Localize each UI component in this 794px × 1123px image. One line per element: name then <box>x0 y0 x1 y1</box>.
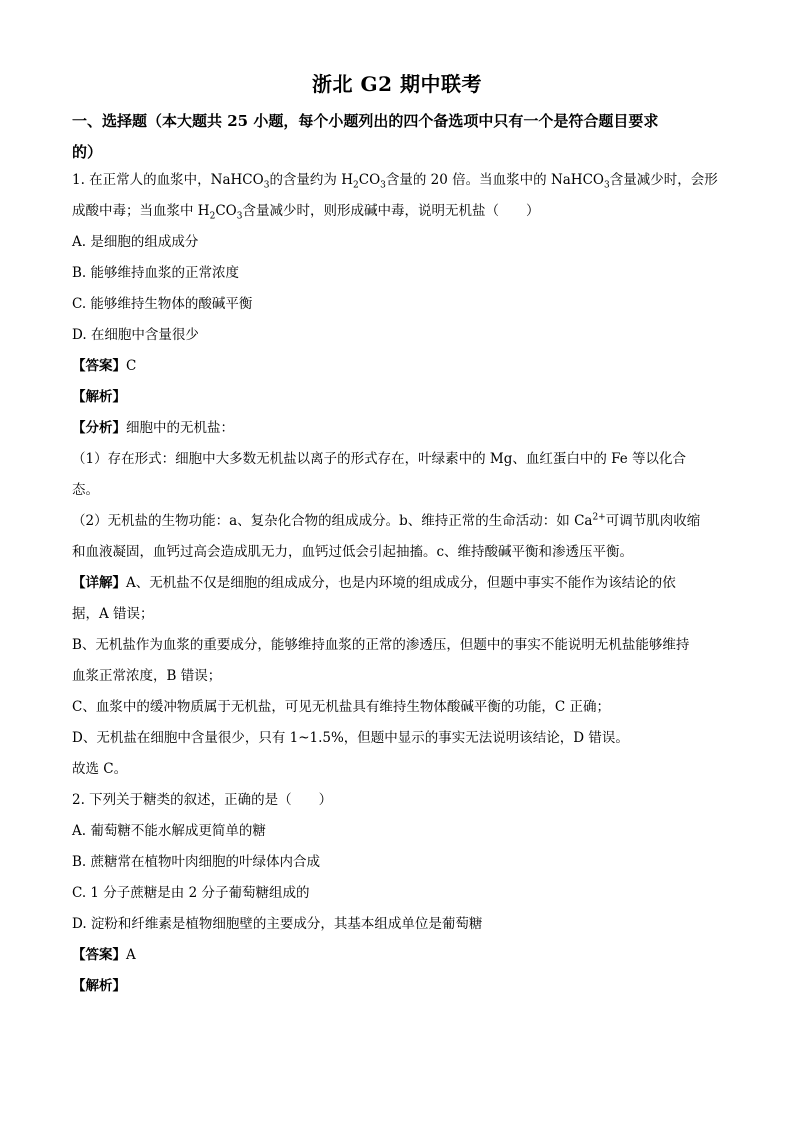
q1-subscript: 3 <box>263 180 270 191</box>
fenxi-text: 细胞中的无机盐： <box>126 420 234 436</box>
q1-detail-line-6: D、无机盐在细胞中含量很少，只有 1~1.5%，但题中显示的事实无法说明该结论，D 错误。 <box>72 730 629 746</box>
q2-option-b: B. 蔗糖常在植物叶肉细胞的叶绿体内合成 <box>72 854 321 870</box>
answer-value: C <box>126 358 137 374</box>
q1-answer <box>72 351 722 382</box>
q2-answer <box>72 940 722 971</box>
q1-stem-text: 含量的 20 倍。当血浆中的 NaHCO <box>385 172 604 188</box>
xiangjie-tag: 【详解】 <box>72 575 126 591</box>
q1-option-a: A. 是细胞的组成成分 <box>72 234 199 250</box>
section-heading-line-1: 一、选择题（本大题共 25 小题，每个小题列出的四个备选项中只有一个是符合题目要求 <box>72 112 659 130</box>
q1-stem-text: 1. 在正常人的血浆中，NaHCO <box>72 172 264 188</box>
q1-subscript: 2 <box>353 180 359 191</box>
analysis-tag: 【解析】 <box>72 389 126 405</box>
q1-stem-text: 含量减少时，则形成碱中毒，说明无机盐（ ） <box>242 203 540 219</box>
q1-stem-text: CO <box>358 172 381 188</box>
q2-option-a: A. 葡萄糖不能水解成更简单的糖 <box>72 823 266 839</box>
q1-analysis-heading <box>72 382 722 413</box>
q2-option-d: D. 淀粉和纤维素是植物细胞壁的主要成分，其基本组成单位是葡萄糖 <box>72 916 483 932</box>
answer-value: A <box>126 947 136 963</box>
q1-detail-line-4: 血浆正常浓度，B 错误； <box>72 668 222 684</box>
q1-point-1-line-2: 态。 <box>72 482 99 498</box>
q1-stem-line-2 <box>72 196 722 227</box>
q1-option-c: C. 能够维持生物体的酸碱平衡 <box>72 296 253 312</box>
section-heading <box>72 106 722 168</box>
q1-detail-line-1 <box>72 568 722 599</box>
answer-tag: 【答案】 <box>72 947 126 963</box>
analysis-tag: 【解析】 <box>72 978 126 994</box>
q2-option-c: C. 1 分子蔗糖是由 2 分子葡萄糖组成的 <box>72 885 310 901</box>
q1-subscript: 3 <box>236 211 243 222</box>
q1-conclusion: 故选 C。 <box>72 761 128 777</box>
q1-stem-text: CO <box>215 203 237 219</box>
answer-tag: 【答案】 <box>72 358 126 374</box>
q1-point-2-line-2: 和血液凝固，血钙过高会造成肌无力，血钙过低会引起抽搐。c、维持酸碱平衡和渗透压平衡。 <box>72 544 634 560</box>
q1-fenxi <box>72 413 722 444</box>
q1-subscript: 3 <box>603 180 610 191</box>
q1-stem-text: 含量减少时，会形 <box>609 172 718 188</box>
q1-option-b: B. 能够维持血浆的正常浓度 <box>72 265 240 281</box>
q1-point-2-text: 可调节肌肉收缩 <box>605 513 701 529</box>
q1-detail-line-5: C、血浆中的缓冲物质属于无机盐，可见无机盐具有维持生物体酸碱平衡的功能，C 正确； <box>72 699 610 715</box>
q1-point-1-line-1: （1）存在形式：细胞中大多数无机盐以离子的形式存在，叶绿素中的 Mg、血红蛋白中的 Fe 等以化合 <box>72 451 687 467</box>
q2-stem: 2. 下列关于糖类的叙述，正确的是（ ） <box>72 792 333 808</box>
q1-subscript: 3 <box>380 180 386 191</box>
q1-detail-line-3: B、无机盐作为血浆的重要成分，能够维持血浆的正常的渗透压，但题中的事实不能说明无机盐能够维持 <box>72 637 690 653</box>
q1-detail-line-2: 据，A 错误； <box>72 606 154 622</box>
detail-text: A、无机盐不仅是细胞的组成成分，也是内环境的组成成分，但题中事实不能作为该结论的依 <box>126 575 676 591</box>
q1-stem-text: 的含量约为 H <box>269 172 354 188</box>
q1-stem-text: 成酸中毒；当血浆中 H <box>72 203 210 219</box>
q1-stem-line-1 <box>72 165 722 196</box>
q1-point-2-text: （2）无机盐的生物功能：a、复杂化合物的组成成分。b、维持正常的生命活动：如 Ca <box>72 513 593 529</box>
q1-subscript: 2 <box>209 211 216 222</box>
fenxi-tag: 【分析】 <box>72 420 126 436</box>
q1-point-2-line-1 <box>72 506 722 537</box>
q1-superscript: 2+ <box>592 512 606 523</box>
page-title: 浙北 G2 期中联考 <box>312 72 482 96</box>
q2-analysis-heading <box>72 971 722 1002</box>
question-body <box>72 165 722 1002</box>
q1-option-d: D. 在细胞中含量很少 <box>72 327 199 343</box>
section-heading-line-2: 的） <box>72 143 103 161</box>
